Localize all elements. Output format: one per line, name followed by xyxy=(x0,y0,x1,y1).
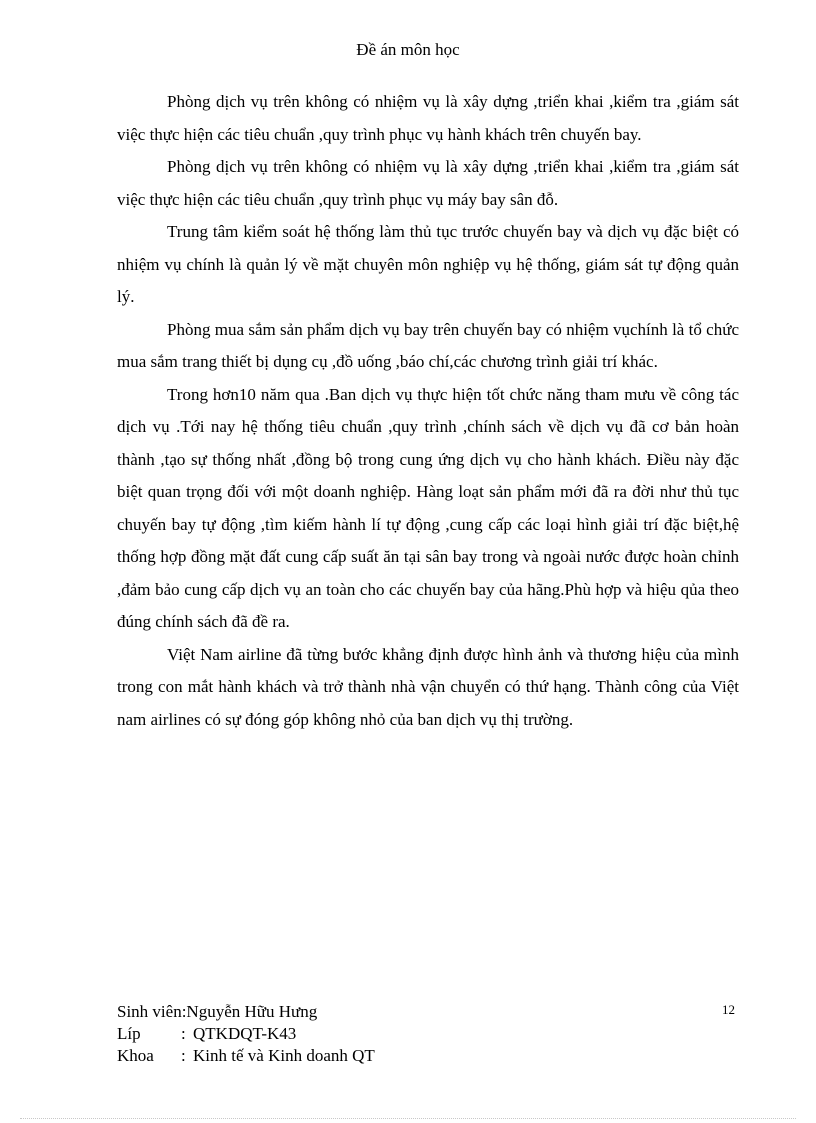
faculty-separator: : xyxy=(181,1046,186,1065)
document-title: Đề án môn học xyxy=(356,40,460,59)
student-name: Sinh viên:Nguyễn Hữu Hưng xyxy=(117,1002,318,1021)
paragraph: Trung tâm kiểm soát hệ thống làm thủ tục trước chuyến bay và dịch vụ đặc biệt có nhiệm vụ chính là quản lý về mặt chuyên môn nghiệp vụ hệ thống, giám sát tự động quản lý. xyxy=(117,222,739,306)
class-separator: : xyxy=(181,1024,186,1043)
document-body xyxy=(117,86,739,736)
footer-student xyxy=(117,1001,375,1023)
faculty-label: Khoa xyxy=(117,1046,154,1065)
page-number: 12 xyxy=(722,1002,735,1017)
page-header xyxy=(0,40,816,60)
footer-class xyxy=(117,1023,375,1045)
footer-faculty xyxy=(117,1045,375,1067)
page-bottom-divider xyxy=(20,1118,796,1119)
faculty-value: Kinh tế và Kinh doanh QT xyxy=(193,1046,375,1065)
paragraph: Việt Nam airline đã từng bước khẳng định được hình ảnh và thương hiệu của mình trong con mắt hành khách và trở thành nhà vận chuyển có thứ hạng. Thành công của Việt nam airlines có sự đóng góp không nhỏ của ban dịch vụ thị trường. xyxy=(117,644,739,729)
class-value: QTKDQT-K43 xyxy=(193,1024,297,1043)
paragraph: Phòng dịch vụ trên không có nhiệm vụ là xây dựng ,triển khai ,kiểm tra ,giám sát việc thực hiện các tiêu chuẩn ,quy trình phục vụ hành khách trên chuyến bay. xyxy=(117,92,739,144)
paragraph: Trong hơn10 năm qua .Ban dịch vụ thực hiện tốt chức năng tham mưu về công tác dịch vụ .Tới nay hệ thống tiêu chuẩn ,quy trình ,chính sách về dịch vụ đã cơ bản hoàn thành ,tạo sự thống nhất ,đồng bộ trong cung ứng dịch vụ cho hành khách. Điều này đặc biệt quan trọng đối với một doanh nghiệp. Hàng loạt sản phẩm mới đã ra đời như thủ tục chuyến bay tự động ,tìm kiếm hành lí tự động ,cung cấp các loại hình giải trí đặc biệt,hệ thống hợp đồng mặt đất cung cấp suất ăn tại sân bay trong và ngoài nước được hoàn chỉnh ,đảm bảo cung cấp dịch vụ an toàn cho các chuyến bay của hãng.Phù hợp và hiệu qủa theo đúng chính sách đã đề ra. xyxy=(117,384,739,631)
paragraph: Phòng mua sắm sản phẩm dịch vụ bay trên chuyến bay có nhiệm vụchính là tổ chức mua sắm trang thiết bị dụng cụ ,đồ uống ,báo chí,các chương trình giải trí khác. xyxy=(117,319,739,371)
footer-info xyxy=(117,1001,375,1067)
paragraph: Phòng dịch vụ trên không có nhiệm vụ là xây dựng ,triển khai ,kiểm tra ,giám sát việc thực hiện các tiêu chuẩn ,quy trình phục vụ máy bay sân đỗ. xyxy=(117,157,739,209)
class-label: Líp xyxy=(117,1024,141,1043)
